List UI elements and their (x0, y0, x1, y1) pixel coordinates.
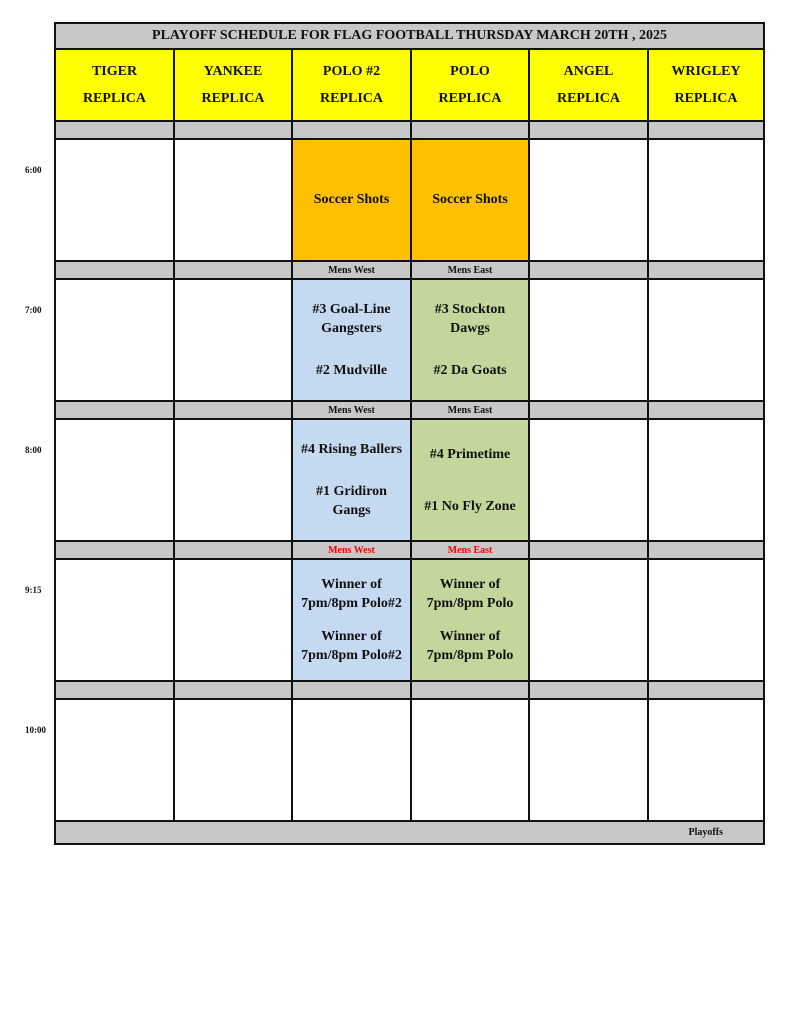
separator-cell (56, 682, 175, 700)
slot-915-polo-2 (293, 560, 412, 682)
field-type: REPLICA (674, 91, 738, 106)
separator-cell (56, 122, 175, 140)
game-matchup (412, 280, 528, 400)
separator-cell (530, 682, 649, 700)
field-type: REPLICA (319, 91, 383, 106)
separator-cell (530, 262, 649, 280)
slot-915-polo (412, 560, 530, 682)
separator-cell (530, 402, 649, 420)
time-label-1000: 10:00 (25, 725, 46, 735)
slot-1000-tiger (56, 700, 175, 822)
separator-cell (293, 682, 412, 700)
time-label-915: 9:15 (25, 585, 42, 595)
footer-bar (56, 822, 763, 843)
field-header-polo (412, 50, 530, 122)
slot-600-yankee (175, 140, 293, 262)
slot-1000-polo (412, 700, 530, 822)
field-header-tiger (56, 50, 175, 122)
field-name: TIGER (91, 64, 138, 79)
slot-915-tiger (56, 560, 175, 682)
slot-915-angel (530, 560, 649, 682)
field-header-yankee (175, 50, 293, 122)
slot-1000-polo-2 (293, 700, 412, 822)
separator-cell (175, 402, 293, 420)
slot-700-wrigley (649, 280, 763, 402)
slot-800-angel (530, 420, 649, 542)
footer-label: Playoffs (688, 827, 723, 838)
field-name: YANKEE (203, 64, 263, 79)
separator-cell (175, 262, 293, 280)
separator-cell (412, 122, 530, 140)
game-matchup (293, 420, 410, 540)
division-label-mens-east: Mens East (412, 402, 530, 420)
slot-800-polo-2 (293, 420, 412, 542)
separator-cell (56, 542, 175, 560)
division-label-mens-east: Mens East (412, 262, 530, 280)
field-header-angel (530, 50, 649, 122)
division-label-mens-west: Mens West (293, 542, 412, 560)
slot-915-yankee (175, 560, 293, 682)
team-away: Winner of 7pm/8pm Polo#2 (301, 629, 402, 663)
slot-915-wrigley (649, 560, 763, 682)
separator-cell (649, 542, 763, 560)
field-type: REPLICA (82, 91, 146, 106)
slot-800-polo (412, 420, 530, 542)
slot-700-yankee (175, 280, 293, 402)
team-away: Winner of 7pm/8pm Polo (426, 629, 514, 663)
separator-cell (56, 402, 175, 420)
field-name: ANGEL (563, 64, 614, 79)
field-header-polo-2 (293, 50, 412, 122)
division-label-mens-west: Mens West (293, 402, 412, 420)
separator-cell (649, 122, 763, 140)
team-home: #4 Rising Ballers (300, 441, 403, 457)
team-home: #3 Goal-Line Gangsters (312, 301, 391, 336)
game-matchup (293, 280, 410, 400)
time-label-800: 8:00 (25, 445, 42, 455)
separator-cell (175, 542, 293, 560)
slot-1000-wrigley (649, 700, 763, 822)
slot-800-wrigley (649, 420, 763, 542)
field-type: REPLICA (438, 91, 502, 106)
slot-1000-angel (530, 700, 649, 822)
team-away: #1 No Fly Zone (424, 498, 516, 514)
field-type: REPLICA (556, 91, 620, 106)
game-matchup (293, 560, 410, 680)
separator-cell (530, 122, 649, 140)
field-name: POLO #2 (322, 64, 381, 79)
schedule-title: PLAYOFF SCHEDULE FOR FLAG FOOTBALL THURSDAY MARCH 20TH , 2025 (56, 24, 763, 50)
team-home: #3 Stockton Dawgs (434, 301, 506, 336)
division-label-mens-west: Mens West (293, 262, 412, 280)
slot-1000-yankee (175, 700, 293, 822)
separator-cell (175, 682, 293, 700)
separator-cell (175, 122, 293, 140)
separator-cell (649, 262, 763, 280)
field-header-wrigley (649, 50, 763, 122)
separator-cell (56, 262, 175, 280)
slot-700-polo-2 (293, 280, 412, 402)
slot-700-polo (412, 280, 530, 402)
team-away: #2 Mudville (315, 363, 388, 379)
team-away: #2 Da Goats (433, 363, 507, 379)
event-name: Soccer Shots (432, 192, 508, 207)
slot-600-tiger (56, 140, 175, 262)
division-label-mens-east: Mens East (412, 542, 530, 560)
slot-700-tiger (56, 280, 175, 402)
slot-800-yankee (175, 420, 293, 542)
separator-cell (649, 402, 763, 420)
slot-600-polo-2 (293, 140, 412, 262)
game-matchup (412, 560, 528, 680)
field-type: REPLICA (201, 91, 265, 106)
time-label-600: 6:00 (25, 165, 42, 175)
schedule-grid (54, 22, 765, 845)
game-matchup (412, 420, 528, 540)
separator-cell (293, 122, 412, 140)
separator-cell (412, 682, 530, 700)
slot-600-angel (530, 140, 649, 262)
time-label-700: 7:00 (25, 305, 42, 315)
team-home: Winner of 7pm/8pm Polo#2 (301, 577, 402, 611)
separator-cell (530, 542, 649, 560)
separator-cell (649, 682, 763, 700)
team-home: Winner of 7pm/8pm Polo (426, 577, 514, 611)
field-name: POLO (450, 64, 490, 79)
team-home: #4 Primetime (429, 446, 511, 462)
slot-700-angel (530, 280, 649, 402)
event-name: Soccer Shots (313, 192, 390, 207)
team-away: #1 Gridiron Gangs (316, 484, 387, 519)
slot-800-tiger (56, 420, 175, 542)
slot-600-wrigley (649, 140, 763, 262)
slot-600-polo (412, 140, 530, 262)
field-name: WRIGLEY (671, 64, 741, 79)
